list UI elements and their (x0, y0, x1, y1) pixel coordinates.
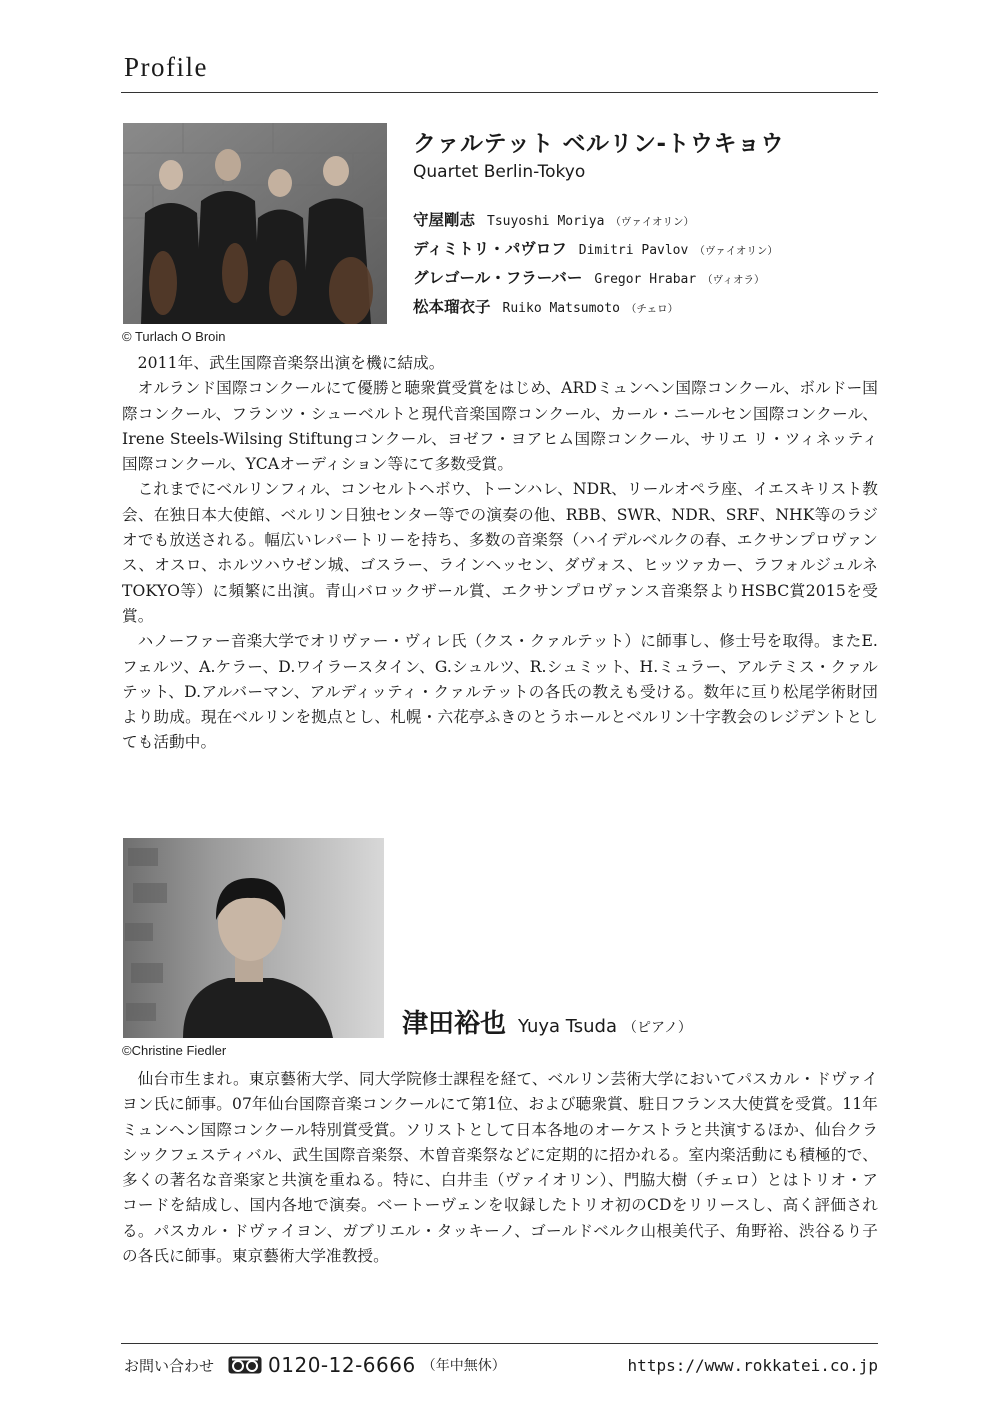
tsuda-name-en: Yuya Tsuda (518, 1016, 618, 1037)
member-name-jp: グレゴール・フラーバー (413, 269, 583, 287)
member-instrument: （ヴァイオリン） (610, 216, 695, 228)
quartet-photo (123, 123, 387, 324)
quartet-bio (122, 351, 878, 756)
member-instrument: （ヴィオラ） (702, 274, 765, 286)
business-hours: （年中無休） (421, 1358, 506, 1374)
member-row (413, 237, 778, 266)
phone-number[interactable]: 0120-12-6666 (268, 1353, 416, 1377)
footer (124, 1350, 878, 1380)
tsuda-name-jp: 津田裕也 (402, 1009, 507, 1039)
member-name-en: Dimitri Pavlov (578, 243, 689, 258)
quartet-members (413, 208, 778, 324)
tsuda-photo-credit: ©Christine Fiedler (122, 1043, 227, 1058)
tsuda-name-line (402, 1003, 692, 1040)
member-instrument: （チェロ） (625, 303, 679, 315)
member-name-en: Gregor Hrabar (594, 272, 697, 287)
member-row (413, 295, 778, 324)
member-row (413, 208, 778, 237)
top-divider (121, 92, 878, 93)
tsuda-bio (122, 1067, 878, 1269)
bottom-divider (121, 1343, 878, 1344)
member-name-jp: 松本瑠衣子 (413, 298, 491, 316)
bio-paragraph: ハノーファー音楽大学でオリヴァー・ヴィレ氏（クス・クァルテット）に師事し、修士号を取得。またE.フェルツ、A.ケラー、D.ワイラースタイン、G.シュルツ、R.シュミット、H.ミュラー、アルテミス・クァルテット、D.アルバーマン、アルディッティ・クァルテットの各氏の教えも受ける。数年に亘り松尾学術財団より助成。現在ベルリンを拠点とし、札幌・六花亭ふきのとうホールとベルリン十字教会のレジデントとしても活動中。 (122, 632, 878, 752)
website-link[interactable]: https://www.rokkatei.co.jp (627, 1355, 878, 1375)
member-name-en: Ruiko Matsumoto (502, 301, 620, 316)
quartet-name-en: Quartet Berlin-Tokyo (413, 162, 586, 182)
bio-paragraph: これまでにベルリンフィル、コンセルトヘボウ、トーンハレ、NDR、リールオペラ座、イエスキリスト教会、在独日本大使館、ベルリン日独センター等での演奏の他、RBB、SWR、NDR、SRF、NHK等のラジオでも放送される。幅広いレパートリーを持ち、多数の音楽祭（ハイデルベルクの春、エクサンプロヴァンス、オスロ、ホルツハウゼン城、ゴスラー、ラインヘッセン、ダヴォス、ヒッツァカー、ラフォルジュルネTOKYO等）に頻繁に出演。青山バロックザール賞、エクサンプロヴァンス音楽祭よりHSBC賞2015を受賞。 (122, 480, 878, 625)
member-name-en: Tsuyoshi Moriya (487, 214, 605, 229)
bio-paragraph: 2011年、武生国際音楽祭出演を機に結成。 (137, 354, 445, 372)
page-title: Profile (124, 52, 208, 82)
quartet-name-jp: クァルテット ベルリン-トウキョウ (413, 131, 785, 157)
tsuda-instrument: （ピアノ） (623, 1020, 692, 1036)
member-name-jp: 守屋剛志 (413, 211, 476, 229)
bio-paragraph: オルランド国際コンクールにて優勝と聴衆賞受賞をはじめ、ARDミュンヘン国際コンクール、ボルドー国際コンクール、フランツ・シューベルトと現代音楽国際コンクール、カール・ニールセン国際コンクール、Irene Steels-Wilsing Stiftungコンクール、ヨゼフ・ヨアヒム国際コンクール、サリエ リ・ツィネッティ国際コンクール、YCAオーディション等にて多数受賞。 (122, 379, 878, 474)
member-instrument: （ヴァイオリン） (694, 245, 778, 257)
member-row (413, 266, 778, 295)
bio-paragraph: 仙台市生まれ。東京藝術大学、同大学院修士課程を経て、ベルリン芸術大学においてパスカル・ドヴァイヨン氏に師事。07年仙台国際音楽コンクールにて第1位、および聴衆賞、駐日フランス大使賞を受賞。11年ミュンヘン国際コンクール特別賞受賞。ソリストとして日本各地のオーケストラと共演するほか、仙台クラシックフェスティバル、武生国際音楽祭、木曽音楽祭などに定期的に招かれる。室内楽活動にも積極的で、多くの著名な音楽家と共演を重ねる。特に、白井圭（ヴァイオリン）、門脇大樹（チェロ）とはトリオ・アコードを結成し、国内各地で演奏。ベートーヴェンを収録したトリオ初のCDをリリースし、高く評価される。パスカル・ドヴァイヨン、ガブリエル・タッキーノ、ゴールドベルク山根美代子、角野裕、渋谷るり子の各氏に師事。東京藝術大学准教授。 (122, 1070, 878, 1266)
member-name-jp: ディミトリ・パヴロフ (413, 240, 567, 258)
quartet-photo-credit: © Turlach O Broin (122, 329, 226, 344)
freedial-icon (228, 1356, 262, 1374)
tsuda-photo (123, 838, 384, 1038)
contact-label: お問い合わせ (124, 1356, 215, 1375)
